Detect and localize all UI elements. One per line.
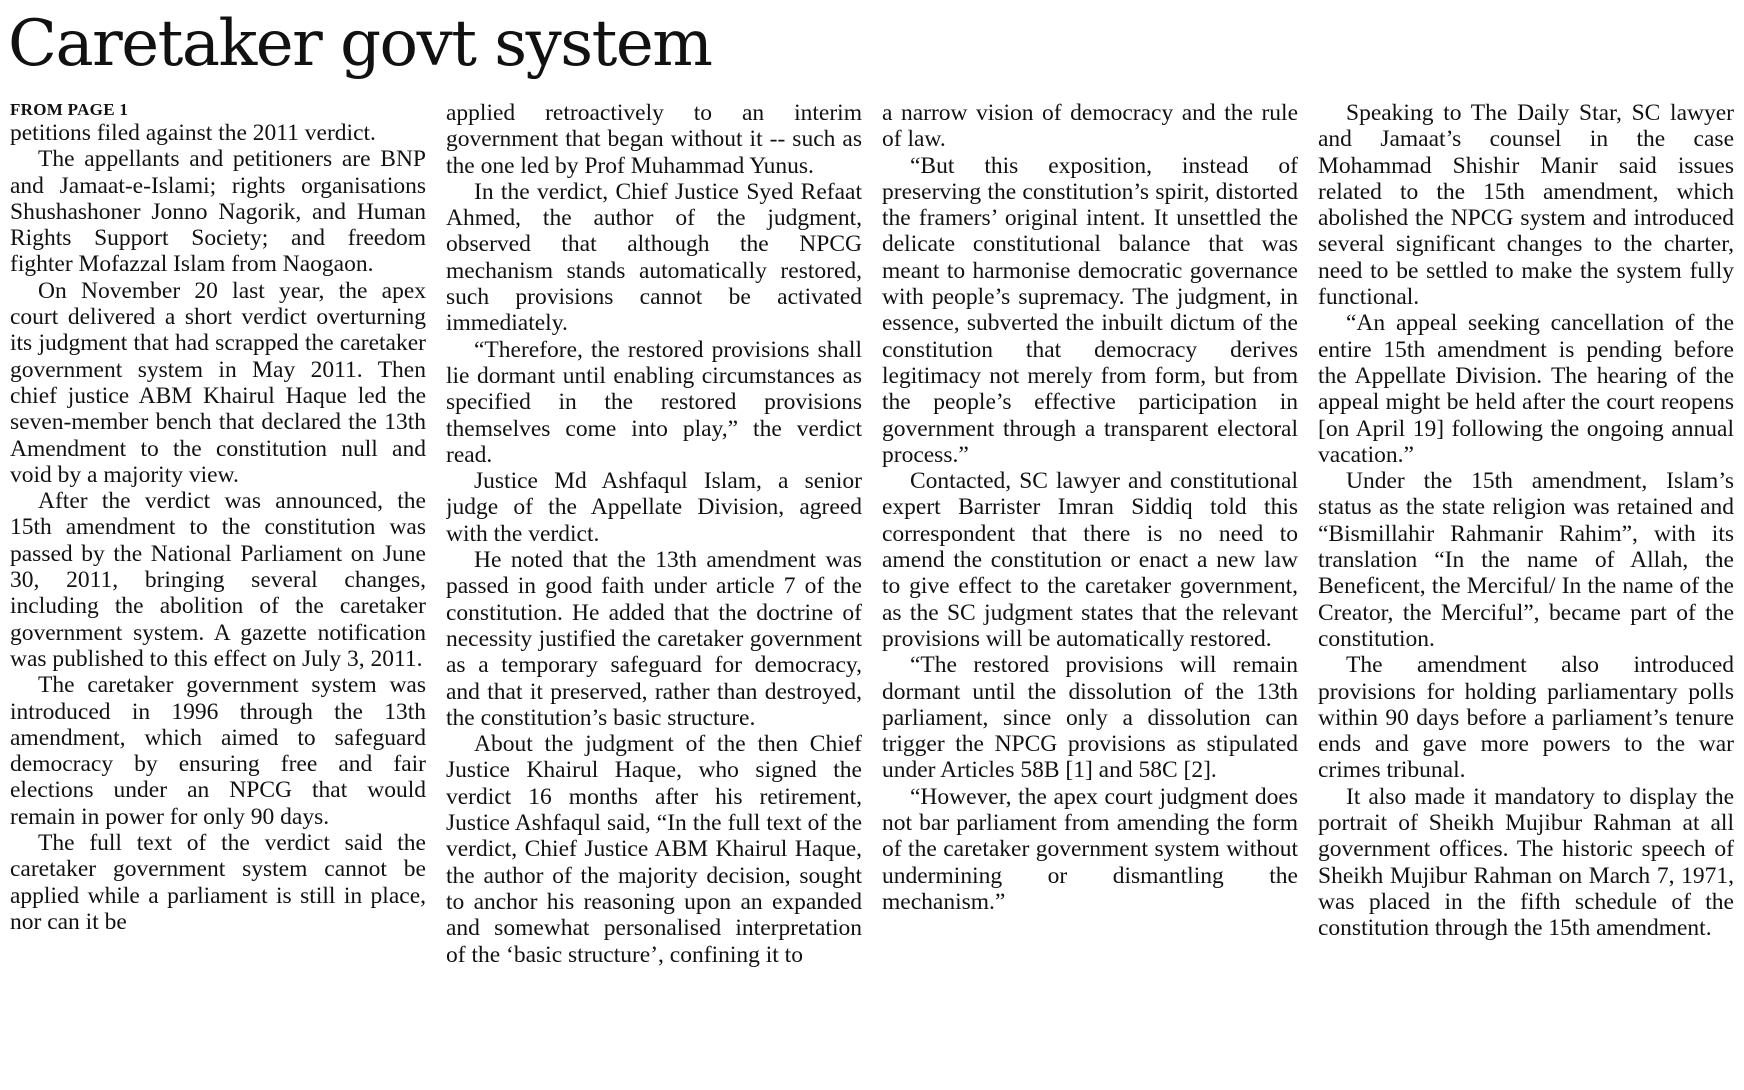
headline: Caretaker govt system [8,7,712,81]
paragraph: On November 20 last year, the apex court delivered a short verdict overturning its judgment that had scrapped the caretaker government system in May 2011. Then chief justice ABM Khairul Haque led the seven-member bench that declared the 13th Amendment to the constitution null and void by a majority view. [10,277,426,488]
paragraph: petitions filed against the 2011 verdict. [10,120,376,146]
paragraph: He noted that the 13th amendment was passed in good faith under article 7 of the constitution. He added that the doctrine of necessity justified the caretaker government as a temporary safeguard for democracy, and that it preserved, rather than destroyed, the constitution’s basic structure. [446,547,862,731]
jump-kicker: FROM PAGE 1 [10,100,129,119]
article-body [10,100,1734,1086]
paragraph: The appellants and petitioners are BNP and Jamaat-e-Islami; rights organisations Shushashoner Jonno Nagorik, and Human Rights Support Society; and freedom fighter Mofazzal Islam from Naogaon. [10,146,426,278]
paragraph: a narrow vision of democracy and the rule of law. [882,100,1298,153]
paragraph: The amendment also introduced provisions for holding parliamentary polls within 90 days before a parliament’s tenure ends and gave more powers to the war crimes tribunal. [1318,652,1734,784]
paragraph: It also made it mandatory to display the portrait of Sheikh Mujibur Rahman at all government offices. The historic speech of Sheikh Mujibur Rahman on March 7, 1971, was placed in the fifth schedule of the constitution through the 15th amendment. [1318,783,1734,942]
column-1 [10,100,426,1086]
paragraph: applied retroactively to an interim government that began without it -- such as the one led by Prof Muhammad Yunus. [446,100,862,179]
paragraph: The full text of the verdict said the caretaker government system cannot be applied while a parliament is still in place, nor can it be [10,830,426,935]
paragraph: In the verdict, Chief Justice Syed Refaat Ahmed, the author of the judgment, observed that although the NPCG mechanism stands automatically restored, such provisions cannot be activated immediately. [446,178,862,337]
paragraph: “The restored provisions will remain dormant until the dissolution of the 13th parliament, since only a dissolution can trigger the NPCG provisions as stipulated under Articles 58B [1] and 58C [2]. [882,652,1298,784]
paragraph: Under the 15th amendment, Islam’s status as the state religion was retained and “Bismillahir Rahmanir Rahim”, with its translation “In the name of Allah, the Beneficent, the Merciful/ In the name of the Creator, the Merciful”, became part of the constitution. [1318,468,1734,652]
paragraph: Justice Md Ashfaqul Islam, a senior judge of the Appellate Division, agreed with the verdict. [446,468,862,547]
paragraph: About the judgment of the then Chief Justice Khairul Haque, who signed the verdict 16 months after his retirement, Justice Ashfaqul said, “In the full text of the verdict, Chief Justice ABM Khairul Haque, the author of the majority decision, sought to anchor his reasoning upon an expanded and somewhat personalised interpretation of the ‘basic structure’, confining it to [446,731,862,968]
paragraph: The caretaker government system was introduced in 1996 through the 13th amendment, which aimed to safeguard democracy by ensuring free and fair elections under an NPCG that would remain in power for only 90 days. [10,672,426,830]
column-3 [882,100,1298,1086]
paragraph: Contacted, SC lawyer and constitutional expert Barrister Imran Siddiq told this correspondent that there is no need to amend the constitution or enact a new law to give effect to the caretaker government, as the SC judgment states that the relevant provisions will be automatically restored. [882,468,1298,652]
paragraph: Speaking to The Daily Star, SC lawyer and Jamaat’s counsel in the case Mohammad Shishir Manir said issues related to the 15th amendment, which abolished the NPCG system and introduced several significant changes to the charter, need to be settled to make the system fully functional. [1318,100,1734,311]
column-4 [1318,100,1734,1086]
paragraph: “An appeal seeking cancellation of the entire 15th amendment is pending before the Appellate Division. The hearing of the appeal might be held after the court reopens [on April 19] following the ongoing annual vacation.” [1318,310,1734,468]
paragraph: “Therefore, the restored provisions shall lie dormant until enabling circumstances as specified in the restored provisions themselves come into play,” the verdict read. [446,336,862,468]
paragraph: After the verdict was announced, the 15th amendment to the constitution was passed by the National Parliament on June 30, 2011, bringing several changes, including the abolition of the caretaker government system. A gazette notification was published to this effect on July 3, 2011. [10,488,426,672]
paragraph: “But this exposition, instead of preserving the constitution’s spirit, distorted the framers’ original intent. It unsettled the delicate constitutional balance that was meant to harmonise democratic governance with people’s supremacy. The judgment, in essence, subverted the inbuilt dictum of the constitution that democracy derives legitimacy not merely from form, but from the people’s effective participation in government through a transparent electoral process.” [882,152,1298,468]
paragraph: “However, the apex court judgment does not bar parliament from amending the form of the caretaker government system without undermining or dismantling the mechanism.” [882,783,1298,915]
column-2 [446,100,862,1086]
